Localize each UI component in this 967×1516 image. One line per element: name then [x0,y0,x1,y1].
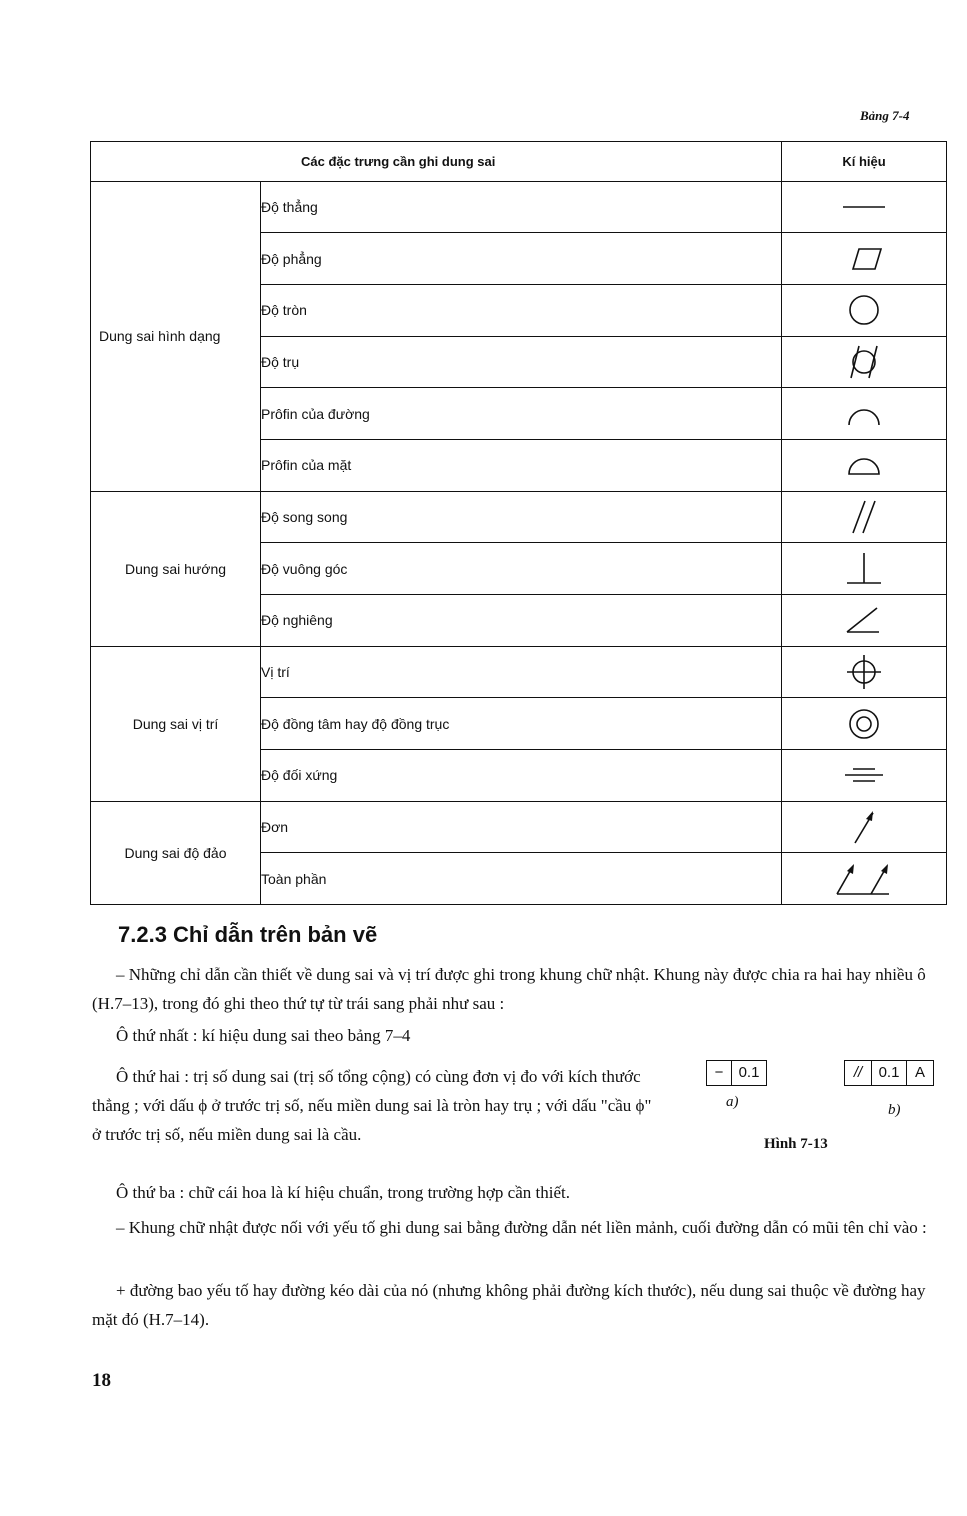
paragraph-3: Ô thứ hai : trị số dung sai (trị số tổng cộng) có cùng đơn vị đo với kích thước thẳng ; với dấu ϕ ở trước trị số, nếu miền dung sai là tròn hay trụ ; với dấu "cầu ϕ" ở trước trị số, nếu miền dung sai là cầu. [92,1067,652,1144]
figure-caption: Hình 7-13 [764,1136,828,1152]
position-icon [782,646,947,698]
straightness-icon [782,181,947,233]
table-row [91,646,947,698]
line-profile-icon [782,388,947,440]
fcf-b-value: 0.1 [872,1060,907,1086]
section-heading: 7.2.3 Chỉ dẫn trên bản vẽ [118,922,378,947]
feature-control-frame-b [844,1060,934,1086]
group-shape-tolerance: Dung sai hình dạng [91,181,261,491]
table-row [91,491,947,543]
group-runout-tolerance: Dung sai độ đảo [91,801,261,904]
parallelism-icon [782,491,947,543]
header-feature: Các đặc trưng cần ghi dung sai [91,142,782,182]
item-straightness: Độ thẳng [261,181,782,233]
item-total-runout: Toàn phần [261,853,782,905]
fcf-a-symbol: − [706,1060,732,1086]
page-number: 18 [92,1370,111,1391]
table-header-row [91,142,947,182]
item-circular-runout: Đơn [261,801,782,853]
item-symmetry: Độ đối xứng [261,749,782,801]
circular-runout-icon [782,801,947,853]
paragraph-6: + đường bao yếu tố hay đường kéo dài của nó (nhưng không phải đường kích thước), nếu dung sai thuộc về đường hay mặt đó (H.7–14). [92,1281,926,1329]
symmetry-icon [782,749,947,801]
paragraph-5: – Khung chữ nhật được nối với yếu tố ghi dung sai bằng đường dẫn nét liền mảnh, cuối đường dẫn có mũi tên chỉ vào : [116,1218,927,1237]
perpendicularity-icon [782,543,947,595]
fcf-a-value: 0.1 [732,1060,767,1086]
item-cylindricity: Độ trụ [261,336,782,388]
paragraph-4: Ô thứ ba : chữ cái hoa là kí hiệu chuẩn, trong trường hợp cần thiết. [116,1183,570,1202]
concentricity-icon [782,698,947,750]
item-flatness: Độ phẳng [261,233,782,285]
table-row [91,801,947,853]
table-label: Bảng 7-4 [860,108,910,123]
surface-profile-icon [782,439,947,491]
item-angularity: Độ nghiêng [261,594,782,646]
figure-a-caption: a) [726,1094,739,1110]
circularity-icon [782,284,947,336]
paragraph-2: Ô thứ nhất : kí hiệu dung sai theo bảng 7–4 [116,1026,411,1045]
total-runout-icon [782,853,947,905]
fcf-b-datum: A [907,1060,934,1086]
item-perpendicularity: Độ vuông góc [261,543,782,595]
tolerance-table [90,141,947,905]
item-line-profile: Prôfin của đường [261,388,782,440]
fcf-b-symbol: // [844,1060,872,1086]
item-surface-profile: Prôfin của mặt [261,439,782,491]
item-parallelism: Độ song song [261,491,782,543]
table-row [91,181,947,233]
angularity-icon [782,594,947,646]
paragraph-1: – Những chỉ dẫn cần thiết về dung sai và vị trí được ghi trong khung chữ nhật. Khung này được chia ra hai hay nhiều ô (H.7–13), trong đó ghi theo thứ tự từ trái sang phải như sau : [92,965,926,1013]
item-circularity: Độ tròn [261,284,782,336]
group-location-tolerance: Dung sai vị trí [91,646,261,801]
header-symbol: Kí hiệu [782,142,947,182]
item-position: Vị trí [261,646,782,698]
group-orientation-tolerance: Dung sai hướng [91,491,261,646]
cylindricity-icon [782,336,947,388]
item-concentricity: Độ đồng tâm hay độ đồng trục [261,698,782,750]
flatness-icon [782,233,947,285]
feature-control-frame-a [706,1060,767,1086]
figure-b-caption: b) [888,1102,901,1118]
